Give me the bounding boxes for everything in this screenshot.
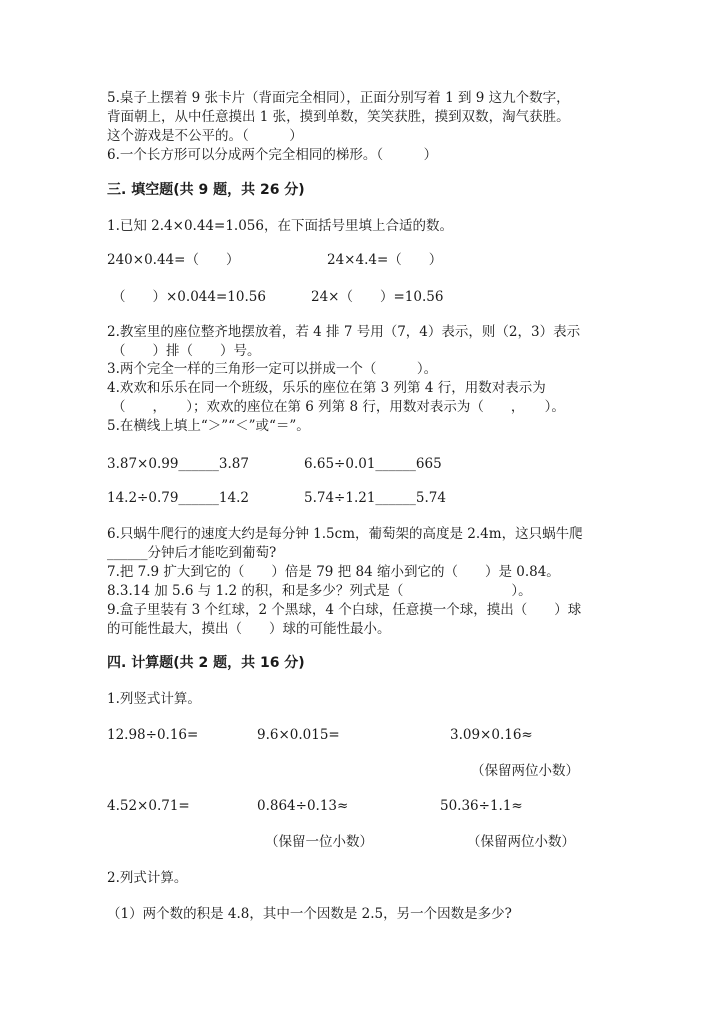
fill-q5-a: 3.87×0.99______3.87 xyxy=(107,456,249,472)
fill-q1-c: （ ）×0.044=10.56 xyxy=(112,289,266,305)
calc-expr-2: 9.6×0.015= xyxy=(257,727,340,743)
judge-q5-line1: 5.桌子上摆着 9 张卡片（背面完全相同），正面分别写着 1 到 9 这九个数字， xyxy=(107,90,570,106)
judge-q6: 6.一个长方形可以分成两个完全相同的梯形。（ ） xyxy=(107,147,438,163)
fill-q8: 8.3.14 加 5.6 与 1.2 的积，和是多少？列式是（ ）。 xyxy=(107,583,532,599)
fill-q4-line2: （ ， ）；欢欢的座位在第 6 列第 8 行，用数对表示为（ ， ）。 xyxy=(112,399,565,415)
calc-expr-6-note: （保留两位小数） xyxy=(467,834,575,850)
fill-q3: 3.两个完全一样的三角形一定可以拼成一个（ ）。 xyxy=(107,361,438,377)
calc-expr-6: 50.36÷1.1≈ xyxy=(440,798,523,814)
fill-q4-line1: 4.欢欢和乐乐在同一个班级，乐乐的座位在第 3 列第 4 行，用数对表示为 xyxy=(107,380,546,396)
section-heading-fill: 三. 填空题(共 9 题，共 26 分) xyxy=(107,182,305,198)
calc-q2-1: （1）两个数的积是 4.8，其中一个因数是 2.5，另一个因数是多少? xyxy=(107,906,512,922)
calc-expr-3-note: （保留两位小数） xyxy=(471,763,579,779)
fill-q5: 5.在横线上填上“＞”“＜”或“＝”。 xyxy=(107,418,310,434)
fill-q5-b: 6.65÷0.01______665 xyxy=(304,456,442,472)
fill-q5-d: 5.74÷1.21______5.74 xyxy=(304,490,446,506)
fill-q9-line2: 的可能性最大，摸出（ ）球的可能性最小。 xyxy=(107,621,391,637)
judge-q5-line2: 背面朝上，从中任意摸出 1 张，摸到单数，笑笑获胜，摸到双数，淘气获胜。 xyxy=(107,109,570,125)
fill-q5-c: 14.2÷0.79______14.2 xyxy=(107,490,249,506)
calc-q1: 1.列竖式计算。 xyxy=(107,691,201,707)
fill-q1-a: 240×0.44=（ ） xyxy=(107,252,240,268)
calc-expr-5: 0.864÷0.13≈ xyxy=(257,798,349,814)
fill-q1-d: 24×（ ）=10.56 xyxy=(311,289,444,305)
fill-q1: 1.已知 2.4×0.44=1.056，在下面括号里填上合适的数。 xyxy=(107,218,453,234)
judge-q5-line3: 这个游戏是不公平的。（ ） xyxy=(107,128,303,144)
calc-q2: 2.列式计算。 xyxy=(107,870,188,886)
calc-expr-5-note: （保留一位小数） xyxy=(265,834,373,850)
calc-expr-3: 3.09×0.16≈ xyxy=(450,727,533,743)
calc-expr-1: 12.98÷0.16= xyxy=(107,727,199,743)
fill-q1-b: 24×4.4=（ ） xyxy=(327,252,443,268)
fill-q7: 7.把 7.9 扩大到它的（ ）倍是 79 把 84 缩小到它的（ ）是 0.84。 xyxy=(107,564,560,580)
fill-q2-line2: （ ）排（ ）号。 xyxy=(112,343,261,359)
calc-expr-4: 4.52×0.71= xyxy=(107,798,190,814)
section-heading-calc: 四. 计算题(共 2 题，共 16 分) xyxy=(107,655,305,671)
fill-q2-line1: 2.教室里的座位整齐地摆放着，若 4 排 7 号用（7，4）表示，则（2，3）表示 xyxy=(107,324,581,340)
fill-q6-line1: 6.只蜗牛爬行的速度大约是每分钟 1.5cm，葡萄架的高度是 2.4m，这只蜗牛爬 xyxy=(107,526,583,542)
fill-q6-line2: ______分钟后才能吃到葡萄? xyxy=(107,545,277,561)
fill-q9-line1: 9.盒子里装有 3 个红球，2 个黑球，4 个白球，任意摸一个球，摸出（ ）球 xyxy=(107,602,582,618)
